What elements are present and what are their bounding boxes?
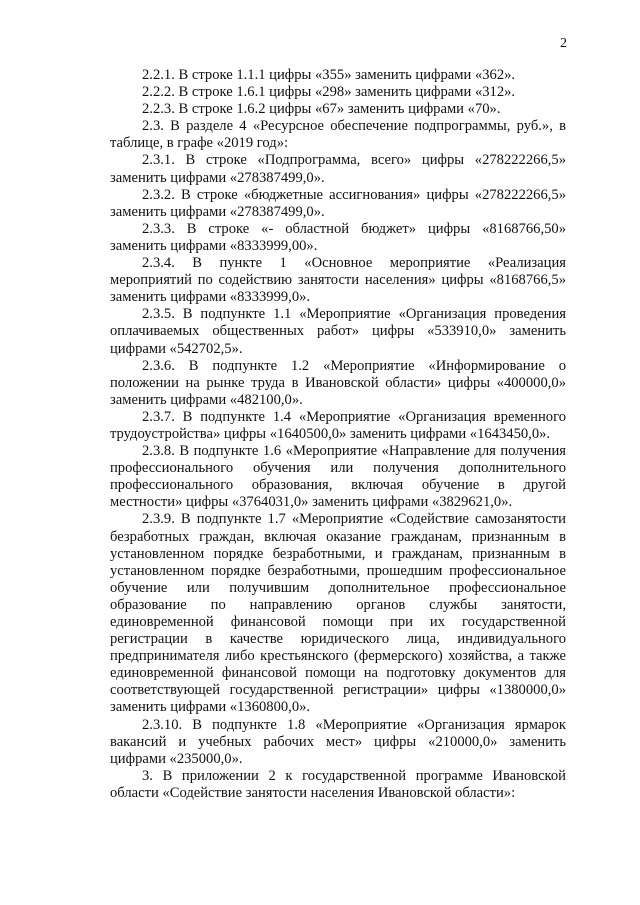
paragraph: 2.3.5. В подпункте 1.1 «Мероприятие «Организация проведения оплачиваемых общественных работ» цифры «533910,0» заменить цифрами «542702,5».	[110, 306, 566, 357]
paragraph: 2.3.6. В подпункте 1.2 «Мероприятие «Информирование о положении на рынке труда в Ивановской области» цифры «400000,0» заменить цифрами «482100,0».	[110, 357, 566, 408]
paragraph: 2.2.3. В строке 1.6.2 цифры «67» заменить цифрами «70».	[142, 101, 501, 118]
paragraph: 2.2.1. В строке 1.1.1 цифры «355» заменить цифрами «362».	[142, 67, 516, 83]
paragraph: 2.3.4. В пункте 1 «Основное мероприятие «Реализация мероприятий по содействию занятости населения» цифры «8168766,5» заменить цифрами «8333999,0».	[110, 255, 566, 306]
paragraph: 2.3.2. В строке «бюджетные ассигнования» цифры «278222266,5» заменить цифрами «278387499,0».	[110, 186, 566, 220]
paragraph: 2.3.3. В строке «- областной бюджет» цифры «8168766,50» заменить цифрами «8333999,00».	[110, 220, 566, 254]
paragraph: 2.3.8. В подпункте 1.6 «Мероприятие «Направление для получения профессионального обучения или получения дополнительного профессионального образования, включая обучение в другой местности» цифры «3764031,0» заменить цифрами «3829621,0».	[110, 443, 566, 511]
paragraph: 2.3.1. В строке «Подпрограмма, всего» цифры «278222266,5» заменить цифрами «278387499,0».	[110, 152, 566, 186]
paragraph: 3. В приложении 2 к государственной программе Ивановской области «Содействие занятости населения Ивановской области»:	[110, 767, 566, 801]
paragraph: 2.2.2. В строке 1.6.1 цифры «298» заменить цифрами «312».	[142, 84, 516, 101]
paragraph: 2.3.7. В подпункте 1.4 «Мероприятие «Организация временного трудоустройства» цифры «1640500,0» заменить цифрами «1643450,0».	[110, 408, 566, 442]
document-body	[110, 67, 566, 802]
paragraph: 2.3.10. В подпункте 1.8 «Мероприятие «Организация ярмарок вакансий и учебных рабочих мест» цифры «210000,0» заменить цифрами «235000,0».	[110, 716, 566, 767]
paragraph: 2.3. В разделе 4 «Ресурсное обеспечение подпрограммы, руб.», в таблице, в графе «2019 год»:	[110, 118, 566, 152]
paragraph: 2.3.9. В подпункте 1.7 «Мероприятие «Содействие самозанятости безработных граждан, включая оказание гражданам, признанным в установленном порядке безработными, и гражданам, признанным в установленном порядке безработными, прошедшим профессиональное обучение или получившим дополнительное профессиональное образование по направлению органов службы занятости, единовременной финансовой помощи при их государственной регистрации в качестве юридического лица, индивидуального предпринимателя либо крестьянского (фермерского) хозяйства, а также единовременной финансовой помощи на подготовку документов для соответствующей государственной регистрации» цифры «1380000,0» заменить цифрами «1360800,0».	[110, 511, 566, 716]
page-number: 2	[560, 36, 567, 51]
